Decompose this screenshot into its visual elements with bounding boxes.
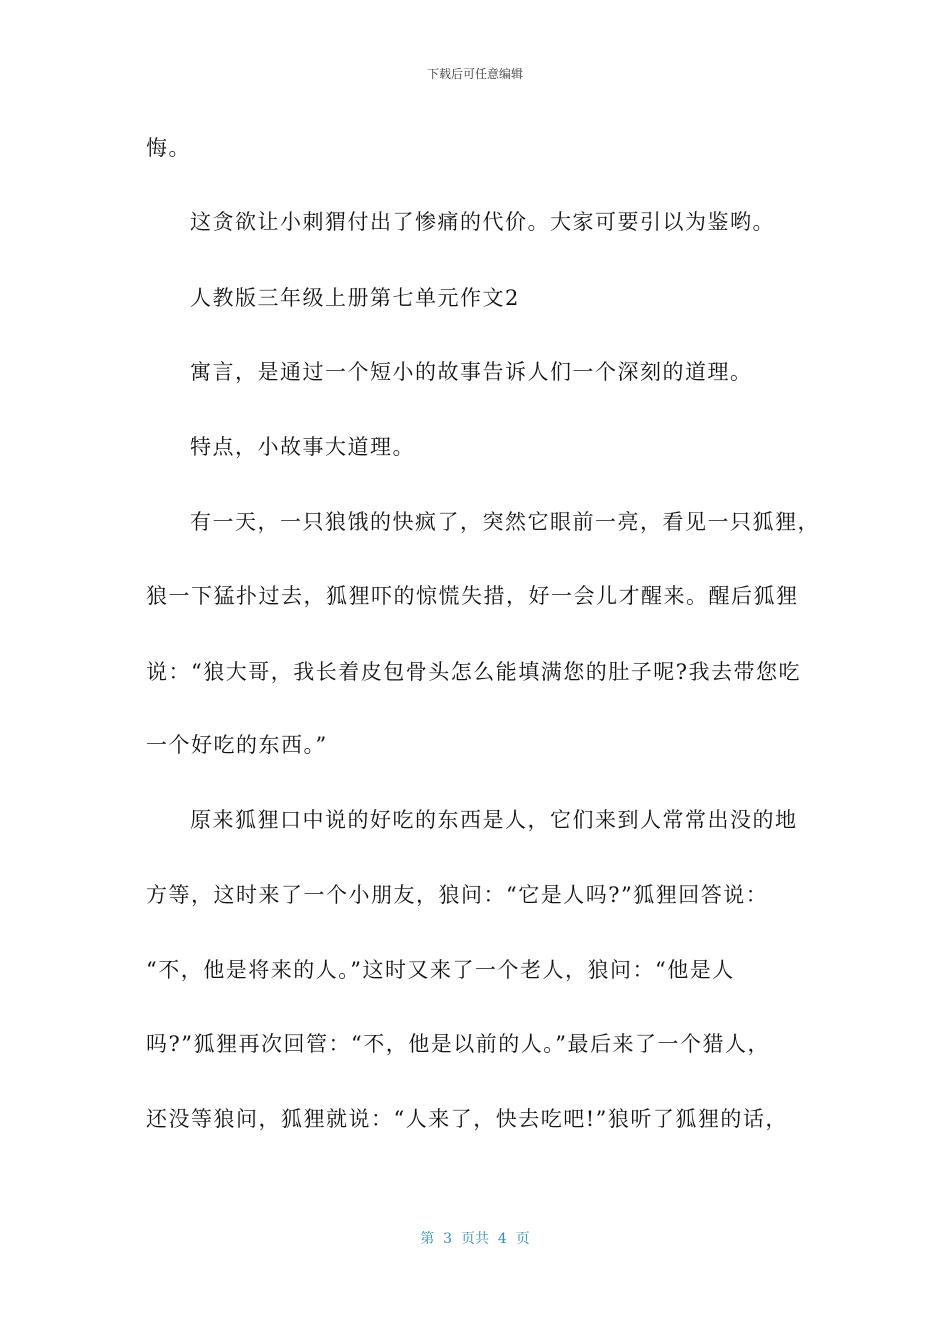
text-line: 还没等狼问，狐狸就说：“人来了，快去吃吧!”狼听了狐狸的话， bbox=[146, 1107, 788, 1131]
text-line: “不，他是将来的人。”这时又来了一个老人，狼问：“他是人 bbox=[146, 958, 735, 982]
text-line: 原来狐狸口中说的好吃的东西是人，它们来到人常常出没的地 bbox=[190, 808, 798, 832]
page-number-footer: 第 3 页共 4 页 bbox=[420, 1231, 530, 1247]
text-line: 这贪欲让小刺猬付出了惨痛的代价。大家可要引以为鉴哟。 bbox=[190, 210, 775, 234]
text-line: 说：“狼大哥，我长着皮包骨头怎么能填满您的肚子呢?我去带您吃 bbox=[146, 660, 801, 684]
text-line: 人教版三年级上册第七单元作文2 bbox=[190, 286, 520, 310]
text-line: 寓言，是通过一个短小的故事告诉人们一个深刻的道理。 bbox=[190, 360, 753, 384]
text-line: 悔。 bbox=[146, 136, 191, 160]
text-line: 方等，这时来了一个小朋友，狼问：“它是人吗?”狐狸回答说： bbox=[146, 883, 769, 907]
page-header: 下载后可任意编辑 bbox=[426, 67, 523, 81]
text-line: 狼一下猛扑过去，狐狸吓的惊慌失措，好一会儿才醒来。醒后狐狸 bbox=[146, 584, 799, 608]
text-line: 有一天，一只狼饿的快疯了，突然它眼前一亮，看见一只狐狸， bbox=[190, 510, 820, 534]
text-line: 吗?”狐狸再次回管：“不，他是以前的人。”最后来了一个猎人， bbox=[146, 1032, 770, 1056]
text-line: 一个好吃的东西。” bbox=[146, 733, 328, 757]
text-line: 特点，小故事大道理。 bbox=[190, 435, 415, 459]
